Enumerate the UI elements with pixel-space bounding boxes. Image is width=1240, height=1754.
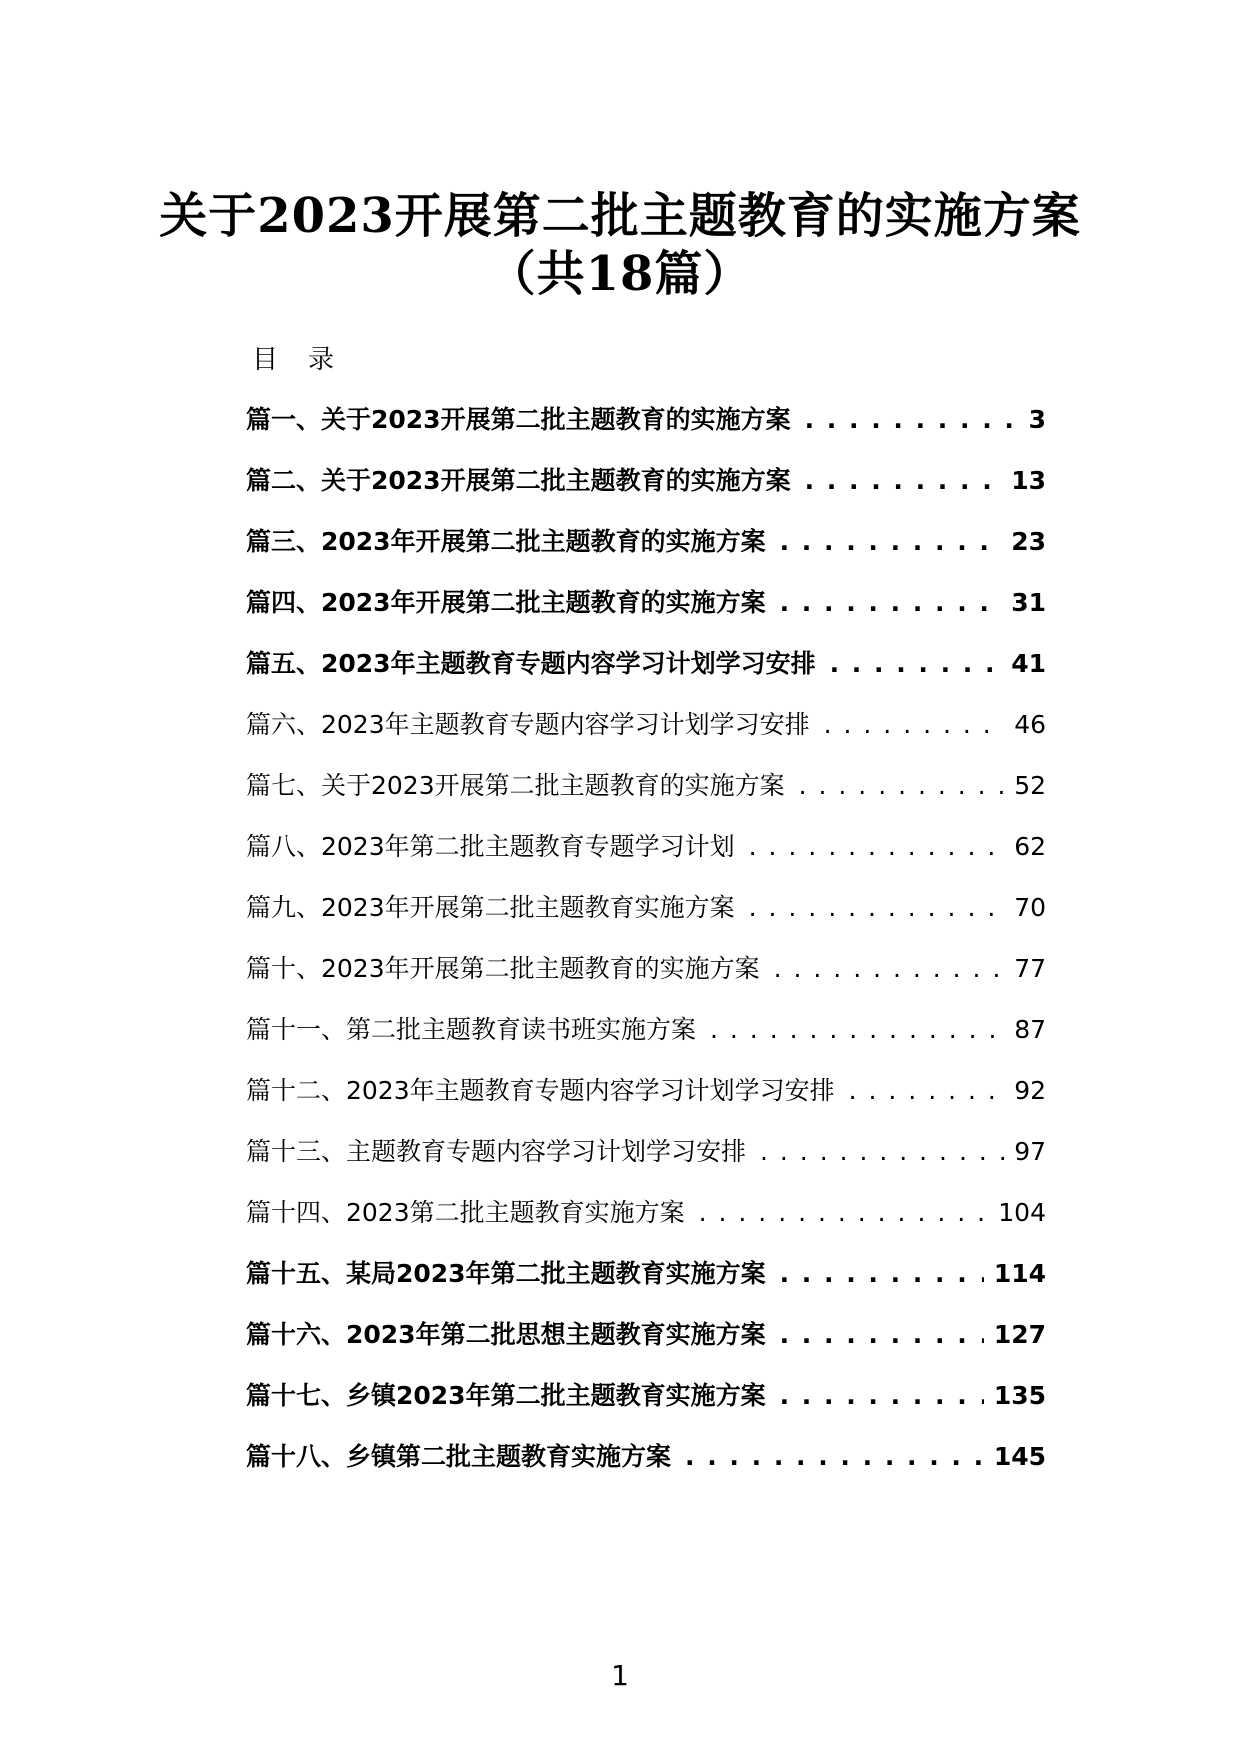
toc-dot-leader — [780, 1376, 984, 1416]
toc-entry-page-number: 46 — [1014, 710, 1046, 739]
toc-entry[interactable] — [246, 1254, 1046, 1315]
toc-dot-leader — [824, 705, 1005, 745]
toc-entry[interactable] — [246, 705, 1046, 766]
toc-dot-leader — [774, 949, 1005, 989]
document-subtitle: （共18篇） — [487, 246, 753, 302]
toc-entry-page-number: 31 — [1011, 588, 1046, 617]
toc-entry[interactable] — [246, 522, 1046, 583]
toc-entry-label: 篇三、2023年开展第二批主题教育的实施方案 — [246, 527, 766, 556]
table-of-contents — [246, 400, 1046, 1498]
toc-entry[interactable] — [246, 1376, 1046, 1437]
toc-entry[interactable] — [246, 400, 1046, 461]
toc-entry[interactable] — [246, 1010, 1046, 1071]
toc-entry-page-number: 70 — [1014, 893, 1046, 922]
toc-entry[interactable] — [246, 1132, 1046, 1193]
toc-entry[interactable] — [246, 1315, 1046, 1376]
toc-entry-label: 篇二、关于2023开展第二批主题教育的实施方案 — [246, 466, 791, 495]
toc-entry-page-number: 127 — [993, 1320, 1046, 1349]
document-title: 关于2023开展第二批主题教育的实施方案 — [159, 188, 1081, 244]
toc-entry-page-number: 97 — [1014, 1137, 1046, 1166]
toc-entry-label: 篇九、2023年开展第二批主题教育实施方案 — [246, 893, 735, 922]
toc-entry[interactable] — [246, 827, 1046, 888]
toc-dot-leader — [805, 461, 1002, 501]
toc-entry-label: 篇五、2023年主题教育专题内容学习计划学习安排 — [246, 649, 816, 678]
toc-entry-label: 篇一、关于2023开展第二批主题教育的实施方案 — [246, 405, 791, 434]
toc-dot-leader — [799, 766, 1005, 806]
toc-entry-page-number: 23 — [1011, 527, 1046, 556]
toc-dot-leader — [780, 1254, 984, 1294]
toc-entry-page-number: 135 — [993, 1381, 1046, 1410]
toc-entry-label: 篇十四、2023第二批主题教育实施方案 — [246, 1198, 685, 1227]
toc-entry-page-number: 52 — [1014, 771, 1046, 800]
toc-dot-leader — [805, 400, 1012, 440]
toc-entry-page-number: 92 — [1014, 1076, 1046, 1105]
toc-entry[interactable] — [246, 1437, 1046, 1498]
toc-entry-label: 篇十五、某局2023年第二批主题教育实施方案 — [246, 1259, 766, 1288]
toc-dot-leader — [780, 522, 1002, 562]
toc-entry-page-number: 114 — [993, 1259, 1046, 1288]
toc-entry-label: 篇六、2023年主题教育专题内容学习计划学习安排 — [246, 710, 810, 739]
toc-entry[interactable] — [246, 888, 1046, 949]
toc-entry[interactable] — [246, 461, 1046, 522]
toc-entry-page-number: 13 — [1011, 466, 1046, 495]
toc-dot-leader — [685, 1437, 984, 1477]
page-number: 1 — [611, 1659, 629, 1692]
toc-entry-label: 篇七、关于2023开展第二批主题教育的实施方案 — [246, 771, 785, 800]
toc-entry-page-number: 104 — [998, 1198, 1046, 1227]
toc-entry-label: 篇十二、2023年主题教育专题内容学习计划学习安排 — [246, 1076, 835, 1105]
toc-dot-leader — [830, 644, 1002, 684]
toc-dot-leader — [849, 1071, 1005, 1111]
toc-entry[interactable] — [246, 583, 1046, 644]
toc-entry-page-number: 3 — [1028, 405, 1046, 434]
toc-entry-page-number: 77 — [1014, 954, 1046, 983]
toc-entry-label: 篇四、2023年开展第二批主题教育的实施方案 — [246, 588, 766, 617]
toc-entry-label: 篇十七、乡镇2023年第二批主题教育实施方案 — [246, 1381, 766, 1410]
toc-entry-label: 篇十、2023年开展第二批主题教育的实施方案 — [246, 954, 760, 983]
toc-dot-leader — [760, 1132, 1004, 1172]
toc-entry-page-number: 62 — [1014, 832, 1046, 861]
toc-entry[interactable] — [246, 1071, 1046, 1132]
toc-entry-page-number: 145 — [993, 1442, 1046, 1471]
toc-dot-leader — [780, 1315, 984, 1355]
toc-entry-label: 篇十六、2023年第二批思想主题教育实施方案 — [246, 1320, 766, 1349]
toc-entry-page-number: 87 — [1014, 1015, 1046, 1044]
toc-entry-label: 篇十一、第二批主题教育读书班实施方案 — [246, 1015, 697, 1044]
toc-heading: 目录 — [252, 345, 365, 375]
toc-entry-label: 篇十三、主题教育专题内容学习计划学习安排 — [246, 1137, 747, 1166]
toc-entry[interactable] — [246, 1193, 1046, 1254]
toc-entry[interactable] — [246, 949, 1046, 1010]
toc-dot-leader — [749, 827, 1005, 867]
toc-entry-label: 篇八、2023年第二批主题教育专题学习计划 — [246, 832, 735, 861]
toc-entry[interactable] — [246, 644, 1046, 705]
toc-dot-leader — [699, 1193, 989, 1233]
toc-entry[interactable] — [246, 766, 1046, 827]
toc-entry-page-number: 41 — [1011, 649, 1046, 678]
toc-dot-leader — [780, 583, 1002, 623]
toc-dot-leader — [749, 888, 1005, 928]
toc-entry-label: 篇十八、乡镇第二批主题教育实施方案 — [246, 1442, 672, 1471]
toc-dot-leader — [710, 1010, 1004, 1050]
